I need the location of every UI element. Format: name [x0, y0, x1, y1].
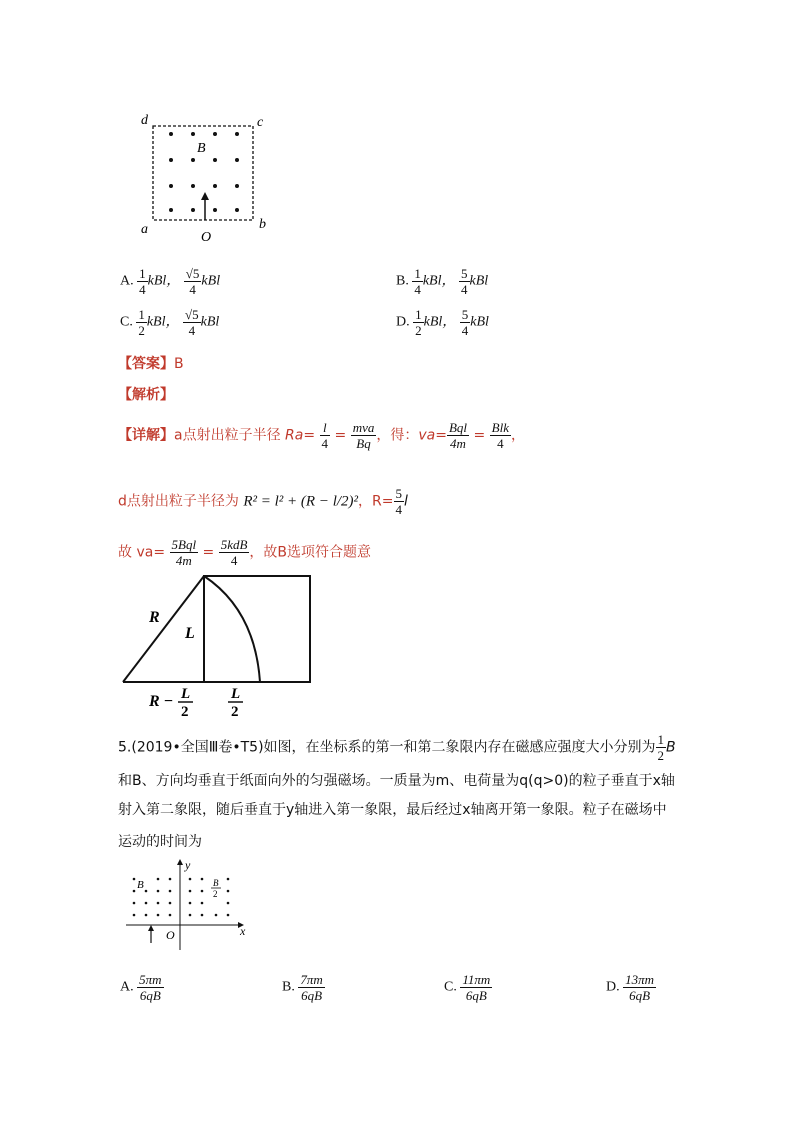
label-B: B — [137, 879, 144, 891]
q4-option-b: B. $\frac{1}{4}$ kBl， $\frac{5}{4}$ kBl — [396, 266, 489, 297]
label-halfB-den: 2 — [213, 889, 218, 899]
answer-line — [118, 353, 184, 373]
q4-option-a: A. $\frac{1}{4}$ kBl， $\frac{√5}{4}$ kBl — [120, 266, 221, 297]
figure-magnetic-square — [135, 108, 275, 248]
q5-line-2: 和B、方向均垂直于纸面向外的匀强磁场。一质量为m、电荷量为q(q>0)的粒子垂直于x轴 — [118, 773, 675, 789]
q5-option-d: D. $\frac{13\pi m}{6qB}$ — [606, 972, 655, 1003]
label-d: d — [141, 113, 148, 128]
field-dots-right — [189, 878, 230, 917]
label-c: c — [257, 115, 264, 130]
q5-line-1: 5.(2019•全国Ⅲ卷•T5)如图，在坐标系的第一和第二象限内存在磁感应强度大小分别为 $\frac{1}{2}$ B — [118, 732, 676, 763]
figure-coordinates — [118, 855, 258, 955]
label-R-minus: R − — [149, 693, 174, 710]
detail-line-3: 故 va= $\frac{\text{5Bql}}{4m}$ = $\frac{\text{5kdB}}{4}$ ，故B选项符合题意 — [118, 537, 372, 568]
label-B: B — [197, 141, 206, 156]
q5-option-c: C. $\frac{11\pi m}{6qB}$ — [444, 972, 491, 1003]
detail-line-1: 【详解】a点射出粒子半径 Ra= $\frac{l}{4}$ = $\frac{\text{mva}}{Bq}$ ，得：va= $\frac{\text{Bql}}{4m}$ = $\frac{\text{Blk}}{4}$ ， — [118, 420, 525, 451]
figure-geometry — [115, 570, 325, 720]
label-halfB-num: B — [213, 878, 219, 888]
label-x: x — [240, 924, 246, 938]
q5-option-b: B. $\frac{7\pi m}{6qB}$ — [282, 972, 323, 1003]
frac2-L-num: L — [231, 686, 241, 702]
frac-L-den: 2 — [181, 704, 189, 720]
arc — [204, 576, 260, 682]
frac2-L-den: 2 — [231, 704, 239, 720]
velocity-arrowhead — [201, 192, 209, 200]
label-y: y — [185, 858, 191, 872]
answer-tag: 【答案】 — [118, 356, 174, 372]
detail-line-2: d点射出粒子半径为 R² = l² + (R − l/2)²，R= $\frac{5}{4}$ l — [118, 486, 408, 517]
q4-option-d: D. $\frac{1}{2}$ kBl， $\frac{5}{4}$ kBl — [396, 307, 489, 338]
label-L: L — [185, 625, 195, 642]
q5-line-4: 运动的时间为 — [118, 834, 202, 850]
label-R: R — [149, 609, 160, 626]
label-b: b — [259, 217, 266, 232]
label-a: a — [141, 222, 148, 237]
label-O: O — [201, 230, 212, 245]
frac-L-num: L — [181, 686, 191, 702]
q4-option-c: C. $\frac{1}{2}$ kBl， $\frac{√5}{4}$ kBl — [120, 307, 220, 338]
q5-option-a: A. $\frac{5\pi m}{6qB}$ — [120, 972, 162, 1003]
answer-value: B — [174, 356, 184, 372]
analysis-tag: 【解析】 — [118, 387, 174, 403]
square-boundary — [204, 576, 310, 682]
label-O: O — [166, 928, 175, 942]
q5-line-3: 射入第二象限，随后垂直于y轴进入第一象限，最后经过x轴离开第一象限。粒子在磁场中 — [118, 802, 667, 818]
analysis-line — [118, 384, 174, 404]
